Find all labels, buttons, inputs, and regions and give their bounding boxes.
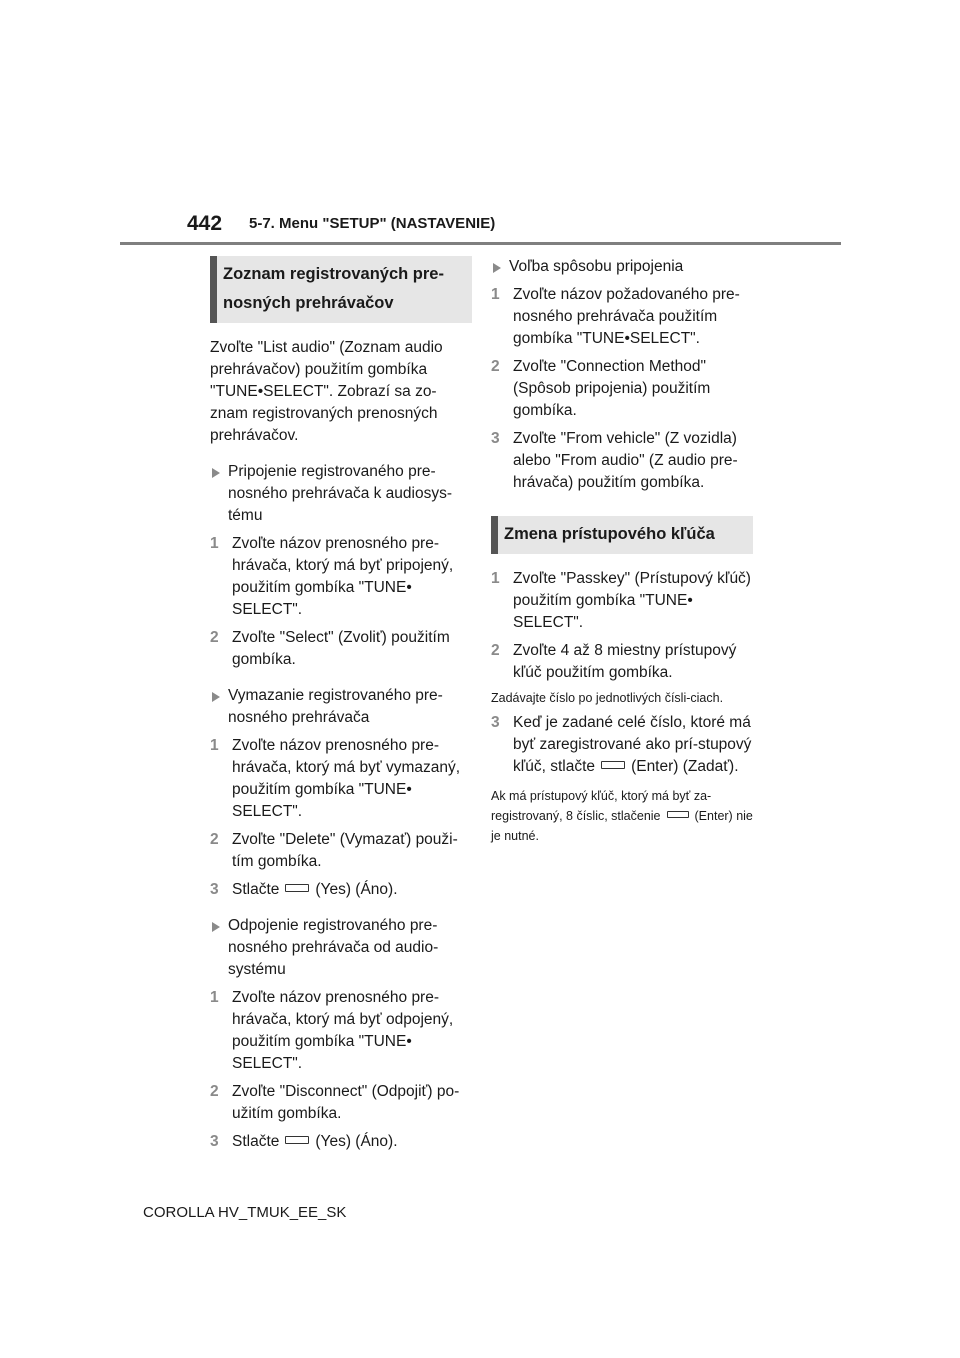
step-text-pre: Keď je zadané celé číslo, ktoré má byť zaregistrované ako prí-stupový kľúč, stlačte [513, 714, 752, 775]
step-item [210, 829, 472, 873]
step-item [491, 712, 753, 778]
step-text-post: (Yes) (Áno). [315, 881, 398, 898]
step-text [513, 712, 753, 778]
bullet-disconnect-text: Odpojenie registrovaného pre-nosného prehrávača od audio-systému [228, 917, 439, 978]
step-text [232, 1131, 472, 1153]
chapter-title: 5-7. Menu "SETUP" (NASTAVENIE) [249, 215, 496, 232]
button-icon [285, 884, 309, 892]
step-item [491, 428, 753, 494]
section-heading-registered-players: Zoznam registrovaných pre-nosných prehrávačov [210, 256, 472, 323]
bullet-delete-text: Vymazanie registrovaného pre-nosného prehrávača [228, 687, 443, 726]
step-text: Zvoľte "Delete" (Vymazať) použi-tím gombíka. [232, 831, 458, 870]
step-item [491, 284, 753, 350]
step-text: Zvoľte 4 až 8 miestny prístupový kľúč použitím gombíka. [513, 642, 737, 681]
arrow-bullet-icon [493, 263, 501, 273]
step-text-post: (Enter) (Zadať). [631, 758, 739, 775]
step-text: Zvoľte "Select" (Zvoliť) použitím gombíka. [232, 629, 450, 668]
step-item [491, 640, 753, 684]
step-number: 2 [210, 1083, 219, 1100]
arrow-bullet-icon [212, 468, 220, 478]
step-number: 1 [491, 570, 500, 587]
step-number: 3 [491, 714, 500, 731]
step-number: 1 [210, 737, 219, 754]
right-column [491, 256, 753, 846]
step-item [210, 627, 472, 671]
step-number: 1 [210, 535, 219, 552]
step-text: Zvoľte "Disconnect" (Odpojiť) po-užitím gombíka. [232, 1083, 460, 1122]
bullet-connection-method [491, 256, 753, 278]
step-item [210, 735, 472, 823]
step-text: Zvoľte "Connection Method" (Spôsob pripojenia) použitím gombíka. [513, 358, 711, 419]
step-number: 2 [210, 831, 219, 848]
header-rule [120, 242, 841, 245]
step-text [232, 879, 472, 901]
intro-paragraph: Zvoľte "List audio" (Zoznam audio prehrávačov) použitím gombíka "TUNE•SELECT". Zobrazí sa zo-znam registrovaných prenosných prehrávačov. [210, 339, 443, 444]
arrow-bullet-icon [212, 692, 220, 702]
step-number: 3 [210, 1133, 219, 1150]
step-text: Zvoľte názov požadovaného pre-nosného prehrávača použitím gombíka "TUNE•SELECT". [513, 286, 740, 347]
step-number: 3 [210, 881, 219, 898]
step-number: 2 [491, 642, 500, 659]
bullet-delete [210, 685, 472, 729]
page-number: 442 [187, 212, 223, 235]
step-text: Zvoľte názov prenosného pre-hrávača, ktorý má byť odpojený, použitím gombíka "TUNE• SELECT". [232, 989, 454, 1072]
note-digits: Zadávajte číslo po jednotlivých čísli-ciach. [491, 691, 724, 705]
step-text-post: (Yes) (Áno). [315, 1133, 398, 1150]
bullet-connect [210, 461, 472, 527]
step-number: 1 [491, 286, 500, 303]
step-item [491, 568, 753, 634]
step-text: Zvoľte názov prenosného pre-hrávača, ktorý má byť vymazaný, použitím gombíka "TUNE• SELECT". [232, 737, 461, 820]
step-item [210, 1131, 472, 1153]
step-text: Zvoľte názov prenosného pre-hrávača, ktorý má byť pripojený, použitím gombíka "TUNE• SELECT". [232, 535, 454, 618]
step-text: Zvoľte "From vehicle" (Z vozidla) alebo "From audio" (Z audio pre-hrávača) použitím gombíka. [513, 430, 738, 491]
step-number: 2 [491, 358, 500, 375]
step-number: 3 [491, 430, 500, 447]
note-text-post: (Enter) nie je nutné. [491, 809, 753, 843]
footer-model-code: COROLLA HV_TMUK_EE_SK [143, 1204, 347, 1221]
step-text-pre: Stlačte [232, 1133, 280, 1150]
step-item [210, 533, 472, 621]
step-text: Zvoľte "Passkey" (Prístupový kľúč) použitím gombíka "TUNE• SELECT". [513, 570, 751, 631]
step-text-pre: Stlačte [232, 881, 280, 898]
bullet-connect-text: Pripojenie registrovaného pre-nosného prehrávača k audiosys-tému [228, 463, 453, 524]
button-icon [601, 761, 625, 769]
step-number: 2 [210, 629, 219, 646]
section-heading-passkey: Zmena prístupového kľúča [491, 516, 753, 554]
left-column [210, 256, 472, 1153]
button-icon [285, 1136, 309, 1144]
step-item [491, 356, 753, 422]
bullet-connection-method-text: Voľba spôsobu pripojenia [509, 258, 684, 275]
arrow-bullet-icon [212, 922, 220, 932]
bullet-disconnect [210, 915, 472, 981]
step-item [210, 987, 472, 1075]
step-number: 1 [210, 989, 219, 1006]
step-item [210, 879, 472, 901]
step-item [210, 1081, 472, 1125]
note-text-pre: Ak má prístupový kľúč, ktorý má byť za-registrovaný, 8 číslic, stlačenie [491, 789, 712, 823]
note-enter [491, 786, 753, 846]
button-icon [667, 811, 689, 818]
